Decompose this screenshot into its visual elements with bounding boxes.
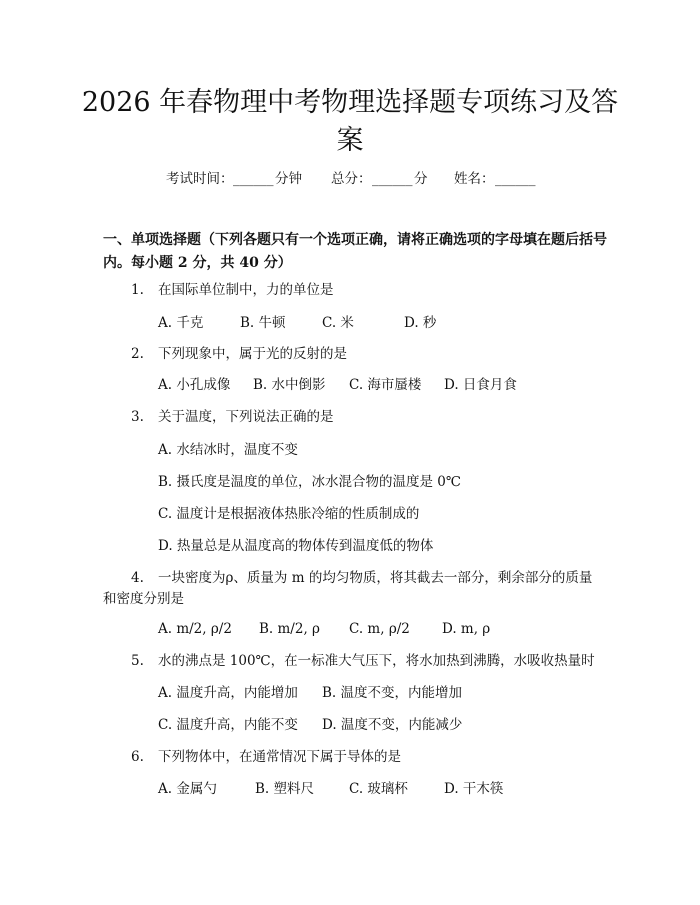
question-2-number: 2.	[131, 346, 144, 362]
question-4-text-continued: 和密度分别是	[103, 591, 184, 607]
question-2-option-a: A. 小孔成像	[158, 377, 231, 393]
section-heading: 一、单项选择题（下列各题只有一个选项正确，请将正确选项的字母填在题后括号内。每小题 2 分，共 40 分）	[103, 232, 607, 271]
question-2-option-b: B. 水中倒影	[253, 377, 326, 393]
title-line-2: 案	[336, 125, 364, 156]
title-line-1: 2026 年春物理中考物理选择题专项练习及答	[81, 87, 619, 118]
score-label: 总分：	[331, 171, 372, 187]
question-3-option-d: D. 热量总是从温度高的物体传到温度低的物体	[158, 538, 434, 554]
question-5-number: 5.	[131, 653, 144, 669]
question-6-option-d: D. 干木筷	[444, 781, 504, 797]
question-6-option-b: B. 塑料尺	[255, 781, 315, 797]
question-4-option-c: C. m, ρ/2	[349, 621, 410, 637]
question-6-text: 下列物体中，在通常情况下属于导体的是	[158, 749, 401, 765]
question-4-option-a: A. m/2, ρ/2	[158, 621, 232, 637]
question-5-text: 水的沸点是 100℃，在一标准大气压下，将水加热到沸腾，水吸收热量时	[158, 653, 595, 669]
question-1-text: 在国际单位制中，力的单位是	[158, 282, 334, 298]
question-1-number: 1.	[131, 282, 144, 298]
score-unit: 分	[414, 171, 428, 187]
name-blank: ______	[495, 171, 536, 187]
score-blank: ______	[372, 171, 413, 187]
question-4-number: 4.	[131, 570, 144, 586]
question-3-text: 关于温度，下列说法正确的是	[158, 409, 334, 425]
question-6-option-c: C. 玻璃杯	[349, 781, 408, 797]
time-label: 考试时间：	[166, 171, 234, 187]
question-4-option-b: B. m/2, ρ	[259, 621, 320, 637]
question-5-option-c: C. 温度升高，内能不变	[158, 717, 298, 733]
question-2-option-d: D. 日食月食	[444, 377, 517, 393]
question-2-option-c: C. 海市蜃楼	[349, 377, 422, 393]
question-6-option-a: A. 金属勺	[158, 781, 217, 797]
question-1-option-a: A. 千克	[158, 315, 204, 331]
time-unit: 分钟	[275, 171, 302, 187]
question-3-option-c: C. 温度计是根据液体热胀冷缩的性质制成的	[158, 506, 420, 522]
name-label: 姓名：	[454, 171, 495, 187]
question-6-number: 6.	[131, 749, 144, 765]
document-title	[0, 84, 700, 160]
question-1-option-d: D. 秒	[404, 315, 437, 331]
question-3-option-b: B. 摄氏度是温度的单位，冰水混合物的温度是 0℃	[158, 474, 461, 490]
question-1-option-b: B. 牛顿	[240, 315, 286, 331]
question-4-text: 一块密度为ρ、质量为 m 的均匀物质，将其截去一部分，剩余部分的质量	[158, 570, 593, 586]
time-blank: ______	[233, 171, 274, 187]
question-5-option-a: A. 温度升高，内能增加	[158, 685, 298, 701]
question-5-option-b: B. 温度不变，内能增加	[322, 685, 463, 701]
question-3-option-a: A. 水结冰时，温度不变	[158, 442, 298, 458]
question-3-number: 3.	[131, 409, 144, 425]
question-1-option-c: C. 米	[322, 315, 354, 331]
question-4-option-d: D. m, ρ	[442, 621, 491, 637]
question-2-text: 下列现象中，属于光的反射的是	[158, 346, 347, 362]
question-5-option-d: D. 温度不变，内能减少	[322, 717, 463, 733]
